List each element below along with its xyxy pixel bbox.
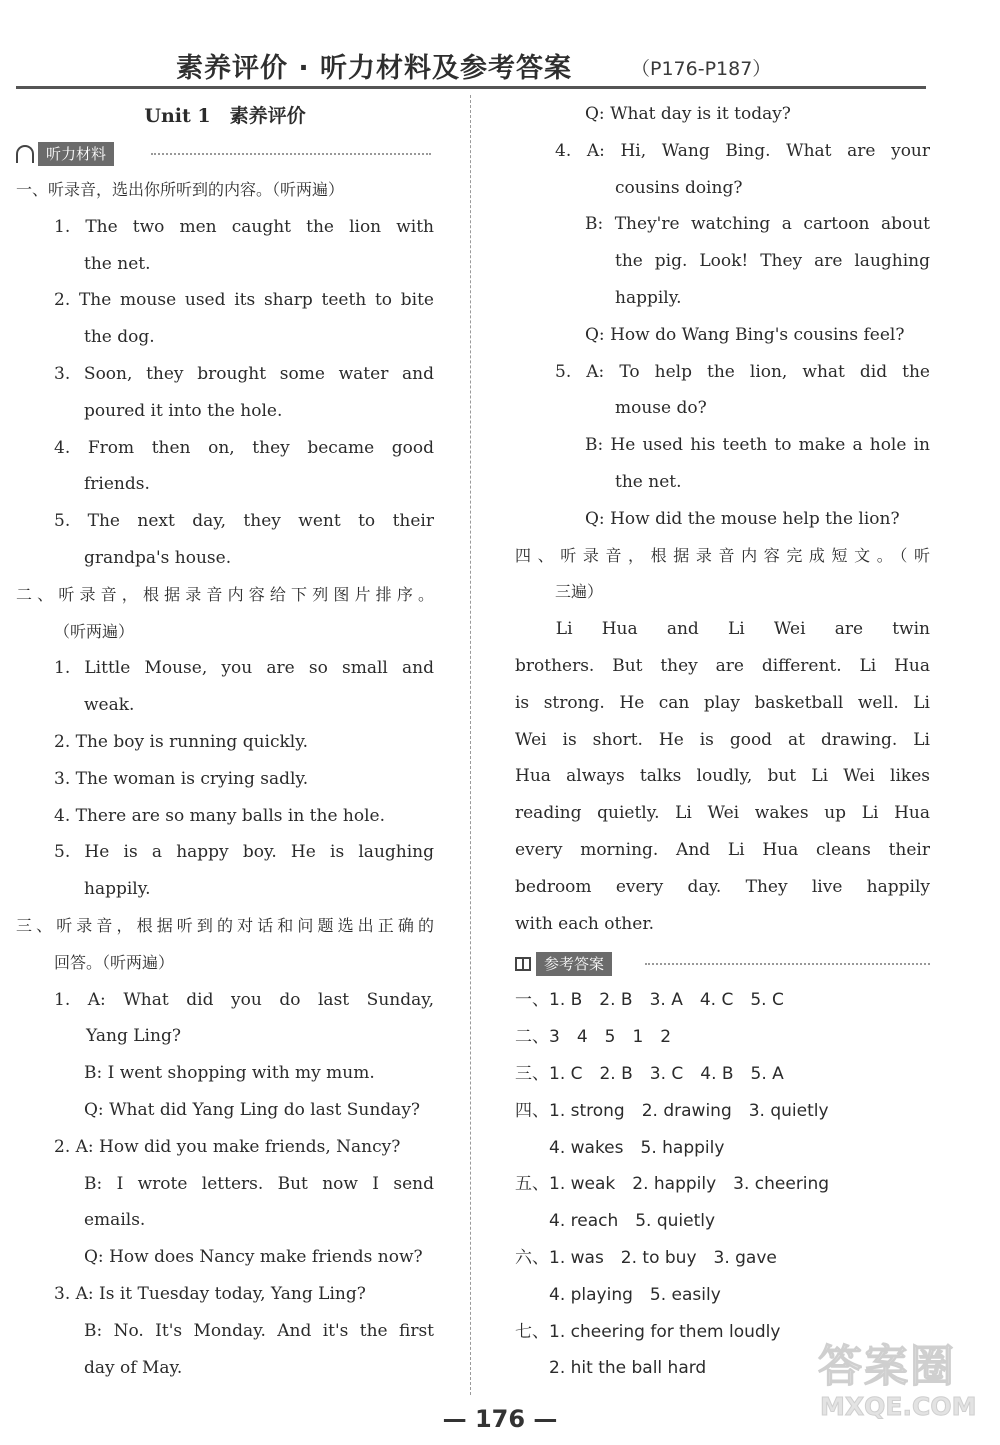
text-line: 1. The two men caught the lion with: [54, 216, 434, 237]
text-line: B: He used his teeth to make a hole in: [585, 435, 930, 456]
answer-line: 三、1. C 2. B 3. C 4. B 5. A: [515, 1063, 784, 1084]
text-line: B: No. It's Monday. And it's the first: [84, 1320, 434, 1341]
text-line: cousins doing?: [615, 177, 743, 198]
page-header: [16, 44, 926, 90]
dotted-rule: [645, 963, 930, 965]
text-line: the net.: [615, 471, 682, 492]
watermark-url: MXQE.COM: [820, 1392, 977, 1421]
text-line: Q: How do Wang Bing's cousins feel?: [585, 324, 905, 345]
text-line: 5. The next day, they went to their: [54, 511, 434, 532]
passage-line: Hua always talks loudly, but Li Wei likes: [515, 766, 930, 787]
text-line: happily.: [84, 879, 151, 900]
text-line: 2. A: How did you make friends, Nancy?: [54, 1136, 401, 1157]
passage: [515, 611, 930, 942]
text-line: 3. A: Is it Tuesday today, Yang Ling?: [54, 1283, 366, 1304]
text-line: mouse do?: [615, 398, 707, 419]
text-line: Q: What day is it today?: [585, 104, 791, 124]
text-line: Q: How does Nancy make friends now?: [84, 1247, 423, 1268]
text-line: Q: How did the mouse help the lion?: [585, 508, 900, 529]
text-line: 2. The mouse used its sharp teeth to bite: [54, 290, 434, 311]
text-line: 3. Soon, they brought some water and: [54, 363, 434, 384]
book-icon: [515, 957, 531, 971]
text-line: B: I went shopping with my mum.: [84, 1063, 375, 1084]
answers-tag: 参考答案: [536, 952, 612, 976]
passage-line: with each other.: [515, 913, 654, 934]
right-column: [515, 96, 930, 1387]
answer-line: 七、1. cheering for them loudly: [515, 1321, 781, 1342]
question-heading: 一、听录音，选出你所听到的内容。（听两遍）: [16, 180, 345, 199]
question-heading: 四、听录音，根据录音内容完成短文。（听: [515, 545, 930, 565]
text-line: Q: What did Yang Ling do last Sunday?: [84, 1099, 421, 1120]
text-line: 1. A: What did you do last Sunday,: [54, 989, 434, 1010]
page-number: — 176 —: [442, 1405, 558, 1433]
text-line: emails.: [84, 1210, 146, 1231]
text-line: happily.: [615, 287, 682, 308]
dotted-rule: [151, 153, 431, 155]
answer-key: [515, 982, 930, 1387]
question-heading: 三、听录音，根据听到的对话和问题选出正确的: [16, 915, 434, 935]
text-line: poured it into the hole.: [84, 400, 283, 421]
text-line: 3. The woman is crying sadly.: [54, 768, 309, 789]
unit-title: Unit 1 素养评价: [144, 105, 306, 127]
listening-section-header: [16, 136, 434, 172]
text-line: 4. From then on, they became good: [54, 437, 434, 458]
passage-line: brothers. But they are different. Li Hua: [515, 655, 930, 676]
passage-line: Wei is short. He is good at drawing. Li: [515, 729, 930, 750]
text-line: 1. Little Mouse, you are so small and: [54, 658, 434, 679]
text-line: the pig. Look! They are laughing: [615, 251, 930, 272]
passage-line: bedroom every day. They live happily: [515, 876, 930, 897]
text-line: Yang Ling?: [86, 1026, 181, 1047]
text-line: 4. A: Hi, Wang Bing. What are your: [555, 140, 930, 161]
text-line: B: I wrote letters. But now I send: [84, 1173, 434, 1194]
listening-tag: 听力材料: [38, 142, 114, 166]
passage-line: Li Hua and Li Wei are twin: [515, 619, 930, 640]
text-line: friends.: [84, 474, 150, 495]
answer-line: 4. reach 5. quietly: [515, 1211, 716, 1232]
text-line: 5. A: To help the lion, what did the: [555, 361, 930, 382]
listening-material-left: [16, 172, 434, 1386]
answers-section-header: [515, 946, 930, 982]
answer-line: 二、3 4 5 1 2: [515, 1027, 672, 1048]
text-line: 4. There are so many balls in the hole.: [54, 805, 386, 826]
text-line: day of May.: [84, 1357, 183, 1378]
question-heading: 二、听录音，根据录音内容给下列图片排序。: [16, 584, 434, 604]
question-heading: 三遍）: [555, 582, 604, 602]
left-column: [16, 96, 434, 1386]
answer-line: 4. playing 5. easily: [515, 1284, 721, 1305]
column-divider: [470, 95, 471, 1395]
text-line: the dog.: [84, 327, 155, 348]
watermark-text: 答案圈: [818, 1341, 956, 1392]
answer-line: 4. wakes 5. happily: [515, 1137, 725, 1158]
answer-line: 五、1. weak 2. happily 3. cheering: [515, 1174, 830, 1195]
watermark-logo: [810, 1330, 990, 1435]
header-page-range: （P176-P187）: [631, 58, 772, 80]
listening-material-right: [515, 96, 930, 611]
text-line: the net.: [84, 253, 151, 274]
passage-line: is strong. He can play basketball well. Li: [515, 692, 930, 713]
passage-line: every morning. And Li Hua cleans their: [515, 839, 930, 860]
text-line: 2. The boy is running quickly.: [54, 731, 308, 752]
question-heading: （听两遍）: [54, 621, 135, 641]
text-line: grandpa's house.: [84, 547, 232, 568]
answer-line: 2. hit the ball hard: [515, 1358, 707, 1379]
header-title: 素养评价 · 听力材料及参考答案: [176, 53, 573, 84]
text-line: 5. He is a happy boy. He is laughing: [54, 842, 434, 863]
answer-line: 一、1. B 2. B 3. A 4. C 5. C: [515, 990, 784, 1011]
text-line: weak.: [84, 695, 135, 716]
question-heading: 回答。（听两遍）: [54, 952, 175, 972]
headphones-icon: [16, 145, 34, 163]
answer-line: 四、1. strong 2. drawing 3. quietly: [515, 1100, 829, 1121]
passage-line: reading quietly. Li Wei wakes up Li Hua: [515, 803, 930, 824]
answer-line: 六、1. was 2. to buy 3. gave: [515, 1247, 777, 1268]
text-line: B: They're watching a cartoon about: [585, 214, 930, 235]
header-divider: [16, 86, 926, 89]
